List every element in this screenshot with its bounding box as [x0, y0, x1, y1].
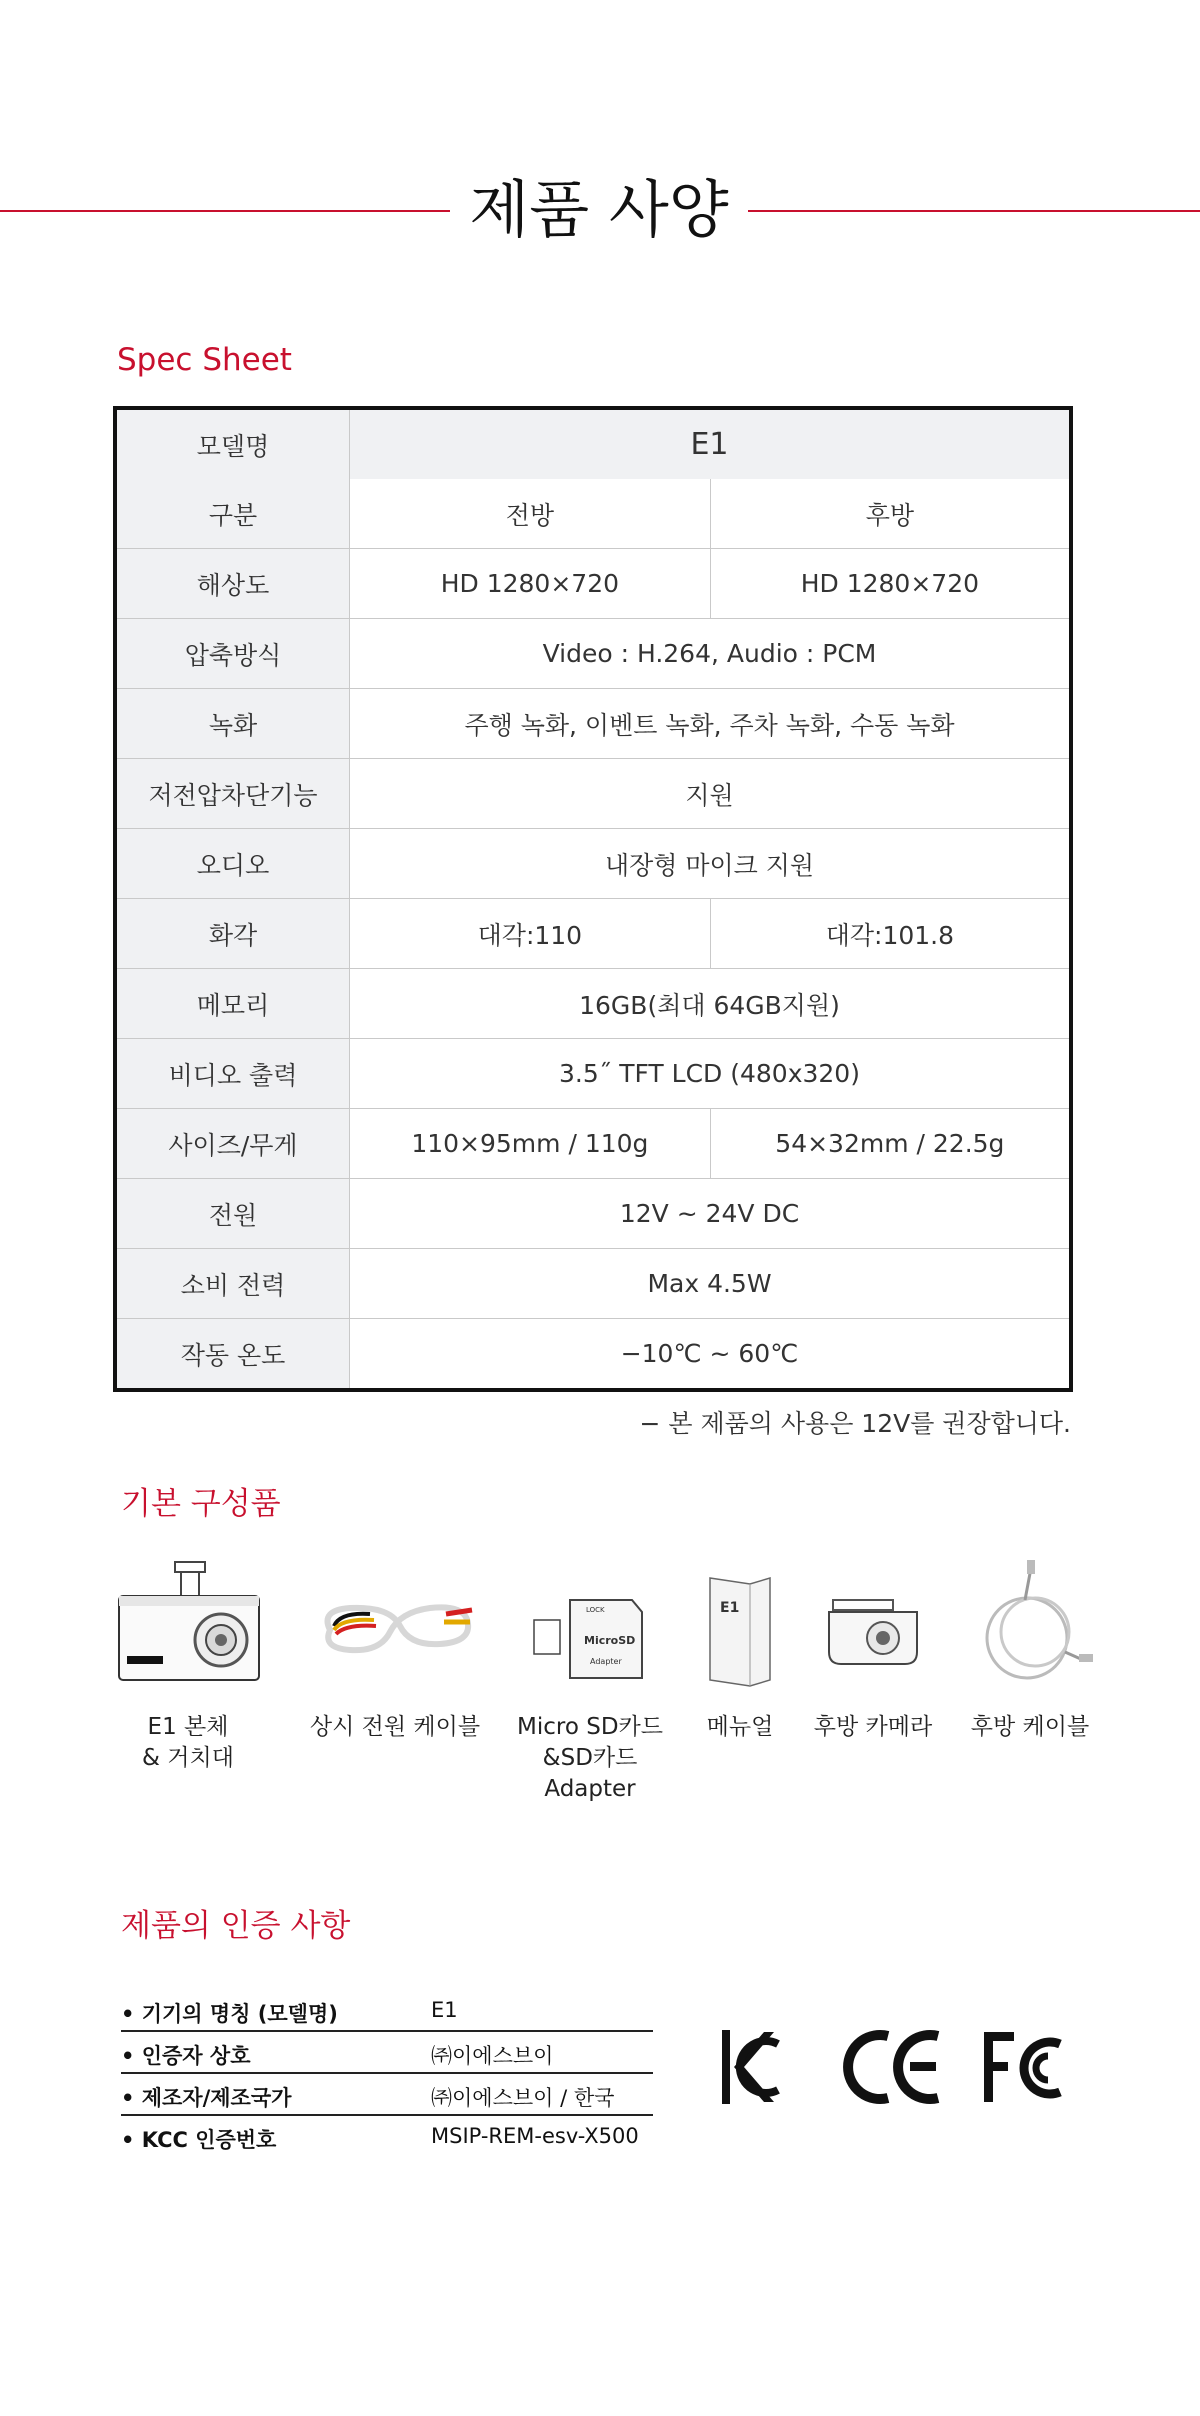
cert-value: E1: [431, 1998, 458, 2022]
table-row: [115, 689, 1071, 759]
usage-note: − 본 제품의 사용은 12V를 권장합니다.: [639, 1409, 1071, 1438]
spec-value: −10℃ ~ 60℃: [620, 1339, 799, 1368]
table-row: [115, 969, 1071, 1039]
dashcam-body-icon: [113, 1560, 263, 1690]
component-caption: 메뉴얼: [706, 1714, 774, 1740]
table-row: [115, 549, 1071, 619]
spec-key: 작동 온도: [115, 1319, 350, 1391]
spec-value: 지원: [350, 759, 1072, 829]
spec-value: 3.5˝ TFT LCD (480x320): [350, 1039, 1072, 1109]
cert-key: • 기기의 명칭 (모델명): [121, 2002, 338, 2026]
components-label: 기본 구성품: [121, 1486, 281, 1522]
spec-value-front: 전방: [350, 479, 711, 549]
component-item: [307, 1560, 483, 1743]
spec-value-rear: HD 1280×720: [710, 549, 1071, 619]
sd-card-icon: [530, 1560, 650, 1690]
cert-table: [121, 1990, 653, 2156]
manual-icon: [700, 1560, 780, 1690]
spec-key: 화각: [115, 899, 350, 969]
component-item: [960, 1560, 1100, 1743]
spec-value: E1: [350, 408, 1072, 479]
spec-value-front: 대각:110: [350, 899, 711, 969]
spec-key: 전원: [115, 1179, 350, 1249]
component-item: [500, 1560, 680, 1805]
spec-value: Max 4.5W: [350, 1249, 1072, 1319]
spec-value-rear: 후방: [710, 479, 1071, 549]
spec-value: 12V ~ 24V DC: [350, 1179, 1072, 1249]
spec-key: 해상도: [115, 549, 350, 619]
spec-key: 소비 전력: [115, 1249, 350, 1319]
spec-key: 저전압차단기능: [115, 759, 350, 829]
cert-key: • 제조자/제조국가: [121, 2086, 292, 2110]
sd-adapter-text: Adapter: [590, 1657, 622, 1666]
kc-mark-icon: [722, 2030, 778, 2104]
table-row: [115, 1039, 1071, 1109]
component-caption: Micro SD카드 &SD카드 Adapter: [517, 1714, 663, 1802]
spec-value: Video : H.264, Audio : PCM: [350, 619, 1072, 689]
table-row: [115, 1249, 1071, 1319]
spec-key: 사이즈/무게: [115, 1109, 350, 1179]
table-row: [115, 829, 1071, 899]
cert-key: • KCC 인증번호: [121, 2128, 277, 2152]
page-title: 제품 사양: [469, 173, 729, 246]
sd-micro-text: MicroSD: [584, 1634, 636, 1647]
rear-camera-icon: [813, 1560, 933, 1690]
component-item: [696, 1560, 784, 1743]
spec-key: 압축방식: [115, 619, 350, 689]
component-caption: 후방 케이블: [970, 1714, 1090, 1740]
cert-row: [121, 2074, 653, 2116]
spec-value: 내장형 마이크 지원: [350, 829, 1072, 899]
power-cable-icon: [310, 1560, 480, 1690]
table-row: [115, 408, 1071, 479]
manual-logo-text: E1: [720, 1600, 740, 1616]
spec-key: 녹화: [115, 689, 350, 759]
component-caption: 후방 카메라: [813, 1714, 933, 1740]
table-row: [115, 619, 1071, 689]
table-row: [115, 899, 1071, 969]
component-caption: 상시 전원 케이블: [309, 1714, 481, 1740]
spec-sheet-label: Spec Sheet: [117, 342, 292, 378]
page-title-row: [0, 160, 1200, 260]
certification-marks: [720, 2022, 1080, 2112]
spec-key: 구분: [115, 479, 350, 549]
cert-value: MSIP-REM-esv-X500: [431, 2124, 639, 2148]
title-rule-right: [748, 210, 1200, 212]
title-rule-left: [0, 210, 450, 212]
cert-row: [121, 2116, 653, 2156]
cert-row: [121, 1990, 653, 2032]
cert-value: ㈜이에스브이: [431, 2044, 554, 2068]
spec-key: 비디오 출력: [115, 1039, 350, 1109]
table-row: [115, 1109, 1071, 1179]
component-caption: E1 본체 & 거치대: [142, 1714, 234, 1771]
cert-key: • 인증자 상호: [121, 2044, 251, 2068]
component-item: [808, 1560, 938, 1743]
table-row: [115, 1179, 1071, 1249]
table-row: [115, 759, 1071, 829]
spec-value: 주행 녹화, 이벤트 녹화, 주차 녹화, 수동 녹화: [350, 689, 1072, 759]
table-row: [115, 479, 1071, 549]
table-row: [115, 1319, 1071, 1391]
cert-value: ㈜이에스브이 / 한국: [431, 2086, 615, 2110]
spec-key: 모델명: [115, 408, 350, 479]
spec-value: 16GB(최대 64GB지원): [350, 969, 1072, 1039]
spec-key: 오디오: [115, 829, 350, 899]
spec-table: [113, 406, 1073, 1392]
sd-lock-text: LOCK: [586, 1606, 605, 1614]
cert-label: 제품의 인증 사항: [121, 1908, 351, 1944]
spec-value-front: HD 1280×720: [350, 549, 711, 619]
spec-value-front: 110×95mm / 110g: [350, 1109, 711, 1179]
fcc-mark-icon: [984, 2032, 1060, 2102]
component-item: [108, 1560, 268, 1774]
spec-value-rear: 대각:101.8: [710, 899, 1071, 969]
ce-mark-icon: [848, 2035, 938, 2099]
rear-cable-icon: [965, 1560, 1095, 1690]
spec-key: 메모리: [115, 969, 350, 1039]
spec-value-rear: 54×32mm / 22.5g: [710, 1109, 1071, 1179]
cert-row: [121, 2032, 653, 2074]
